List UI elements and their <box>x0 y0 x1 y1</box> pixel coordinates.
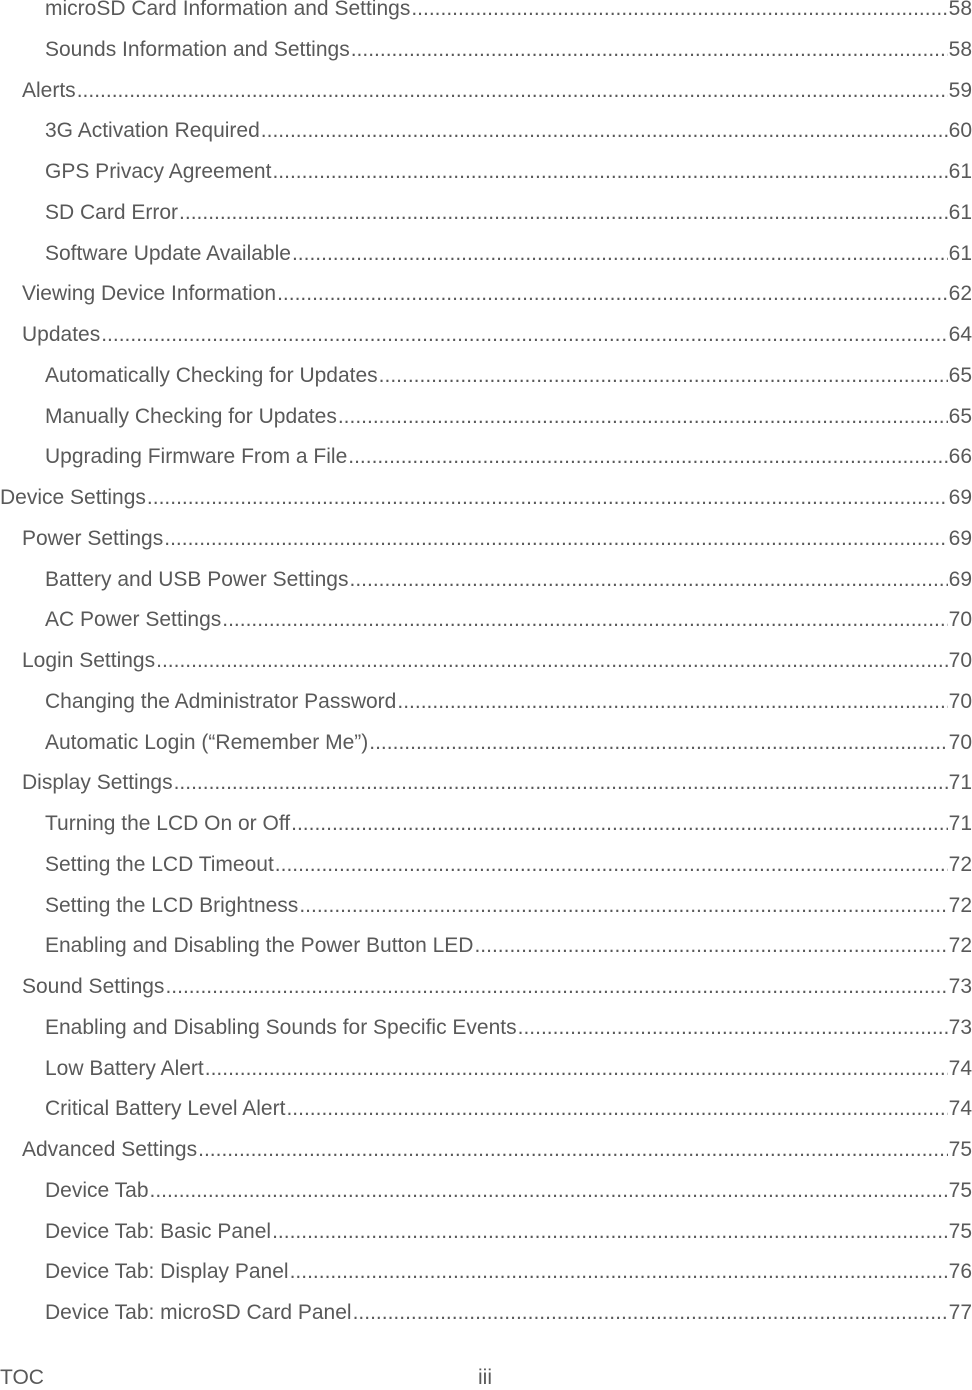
toc-entry-page-number: 65 <box>948 363 972 387</box>
toc-entry-title: GPS Privacy Agreement <box>45 160 272 183</box>
toc-entry[interactable] <box>0 1252 972 1293</box>
toc-dot-leader <box>277 274 948 315</box>
toc-entry-title: 3G Activation Required <box>45 119 260 143</box>
toc-entry-title: Advanced Settings <box>22 1138 198 1161</box>
toc-entry-page-number: 71 <box>948 771 972 795</box>
toc-entry-title: Enabling and Disabling Sounds for Specific Events <box>45 1015 517 1039</box>
toc-dot-leader <box>474 926 947 967</box>
toc-dot-leader <box>275 845 948 886</box>
toc-entry[interactable] <box>0 967 972 1008</box>
toc-entry-page-number: 72 <box>948 893 972 917</box>
toc-entry[interactable] <box>0 274 972 315</box>
toc-entry[interactable] <box>0 315 972 356</box>
toc-entry-page-number: 69 <box>948 486 972 509</box>
toc-dot-leader <box>165 967 947 1008</box>
toc-dot-leader <box>77 71 948 112</box>
toc-entry[interactable] <box>0 234 972 275</box>
toc-dot-leader <box>290 1252 948 1293</box>
toc-entry-page-number: 61 <box>948 160 972 183</box>
toc-dot-leader <box>286 1089 947 1130</box>
toc-entry-title: Viewing Device Information <box>22 282 277 306</box>
toc-entry-page-number: 73 <box>948 975 972 998</box>
toc-entry[interactable] <box>0 600 972 641</box>
toc-entry[interactable] <box>0 0 972 30</box>
toc-entry-title: Device Tab: Display Panel <box>45 1260 289 1284</box>
toc-entry-page-number: 72 <box>948 852 972 876</box>
toc-entry[interactable] <box>0 845 972 886</box>
toc-entry[interactable] <box>0 560 972 601</box>
toc-entry[interactable] <box>0 356 972 397</box>
toc-entry-title: Changing the Administrator Password <box>45 689 397 713</box>
toc-entry-title: Sounds Information and Settings <box>45 37 350 61</box>
toc-entry[interactable] <box>0 519 972 560</box>
toc-entry-title: Upgrading Firmware From a File <box>45 445 348 469</box>
toc-entry-title: Power Settings <box>22 526 164 550</box>
toc-entry[interactable] <box>0 152 972 193</box>
toc-entry-page-number: 74 <box>948 1097 972 1121</box>
toc-entry[interactable] <box>0 926 972 967</box>
toc-dot-leader <box>205 1049 948 1090</box>
toc-entry-page-number: 75 <box>948 1138 972 1161</box>
toc-entry-page-number: 70 <box>948 730 972 754</box>
toc-dot-leader <box>291 804 948 845</box>
toc-entry-page-number: 69 <box>948 526 972 550</box>
toc-dot-leader <box>411 0 947 30</box>
toc-dot-leader <box>174 763 948 804</box>
toc-entry-title: Battery and USB Power Settings <box>45 567 349 591</box>
footer-page-number: iii <box>478 1366 492 1389</box>
toc-dot-leader <box>156 641 948 682</box>
toc-entry-title: Turning the LCD On or Off <box>45 812 291 835</box>
toc-entry-page-number: 65 <box>948 404 972 428</box>
toc-dot-leader <box>348 437 947 478</box>
toc-entry-page-number: 59 <box>948 78 972 102</box>
page-footer <box>0 1366 972 1390</box>
toc-entry-page-number: 66 <box>948 445 972 469</box>
toc-dot-leader <box>198 1130 948 1171</box>
toc-dot-leader <box>351 30 948 71</box>
toc-dot-leader <box>261 111 948 152</box>
toc-dot-leader <box>338 397 948 438</box>
toc-entry-page-number: 61 <box>948 241 972 265</box>
toc-entry-title: Setting the LCD Brightness <box>45 893 299 917</box>
toc-dot-leader <box>222 600 947 641</box>
toc-entry-title: Device Tab <box>45 1178 149 1202</box>
toc-dot-leader <box>150 1171 948 1212</box>
toc-dot-leader <box>101 315 947 356</box>
toc-entry[interactable] <box>0 193 972 234</box>
toc-entry-page-number: 61 <box>948 200 972 224</box>
toc-entry-title: Display Settings <box>22 771 173 795</box>
toc-entry-title: AC Power Settings <box>45 608 222 632</box>
toc-entry-title: microSD Card Information and Settings <box>45 0 411 20</box>
toc-entry[interactable] <box>0 641 972 682</box>
toc-entry-title: Sound Settings <box>22 975 165 998</box>
toc-entry-page-number: 73 <box>948 1015 972 1039</box>
toc-dot-leader <box>272 1212 948 1253</box>
toc-entry[interactable] <box>0 804 972 845</box>
toc-entry[interactable] <box>0 1008 972 1049</box>
toc-entry-title: Alerts <box>22 78 76 102</box>
toc-entry-page-number: 70 <box>948 649 972 672</box>
toc-dot-leader <box>353 1293 948 1334</box>
toc-entry[interactable] <box>0 723 972 764</box>
toc-dot-leader <box>272 152 947 193</box>
toc-entry-title: Manually Checking for Updates <box>45 404 337 428</box>
toc-entry-title: Setting the LCD Timeout <box>45 852 274 876</box>
toc-entry[interactable] <box>0 1089 972 1130</box>
toc-entry-page-number: 70 <box>948 689 972 713</box>
toc-entry-page-number: 62 <box>948 282 972 306</box>
toc-entry[interactable] <box>0 682 972 723</box>
toc-entry-page-number: 75 <box>948 1178 972 1202</box>
toc-entry-title: Low Battery Alert <box>45 1056 204 1080</box>
toc-entry-title: Critical Battery Level Alert <box>45 1097 286 1121</box>
toc-entry[interactable] <box>0 1130 972 1171</box>
toc-entry-page-number: 69 <box>948 567 972 591</box>
toc-entry-page-number: 58 <box>948 37 972 61</box>
toc-entry[interactable] <box>0 1171 972 1212</box>
toc-entry-title: Updates <box>22 323 101 346</box>
toc-entry-page-number: 76 <box>948 1260 972 1284</box>
toc-entry-title: Device Tab: Basic Panel <box>45 1219 272 1243</box>
toc-entry[interactable] <box>0 1212 972 1253</box>
toc-dot-leader <box>350 560 948 601</box>
toc-entry-title: Device Settings <box>0 486 146 509</box>
toc-entry-title: Device Tab: microSD Card Panel <box>45 1301 352 1324</box>
toc-entry-page-number: 60 <box>948 119 972 143</box>
toc-dot-leader <box>299 886 947 927</box>
toc-entry-title: SD Card Error <box>45 200 179 224</box>
toc-dot-leader <box>518 1008 948 1049</box>
toc-entry[interactable] <box>0 763 972 804</box>
toc-entry[interactable] <box>0 397 972 438</box>
toc-entry-page-number: 75 <box>948 1219 972 1243</box>
toc-entry[interactable] <box>0 71 972 112</box>
toc-dot-leader <box>147 478 948 519</box>
toc-entry-title: Software Update Available <box>45 241 291 265</box>
toc-entry-title: Automatic Login (“Remember Me”) <box>45 730 369 754</box>
toc-entry-page-number: 64 <box>948 323 972 346</box>
toc-entry[interactable] <box>0 437 972 478</box>
toc-entry-title: Enabling and Disabling the Power Button LED <box>45 934 474 958</box>
toc-dot-leader <box>379 356 948 397</box>
toc-entry-page-number: 74 <box>948 1056 972 1080</box>
toc-entry-page-number: 72 <box>948 934 972 958</box>
toc-dot-leader <box>179 193 948 234</box>
toc-entry[interactable] <box>0 111 972 152</box>
toc-entry[interactable] <box>0 30 972 71</box>
toc-entry[interactable] <box>0 1293 972 1334</box>
toc-dot-leader <box>292 234 948 275</box>
toc-entry-title: Login Settings <box>22 649 156 672</box>
toc-entry-page-number: 58 <box>948 0 972 20</box>
toc-entry-title: Automatically Checking for Updates <box>45 363 378 387</box>
toc-dot-leader <box>369 723 947 764</box>
toc-entry-page-number: 77 <box>948 1301 972 1324</box>
toc-entry[interactable] <box>0 886 972 927</box>
toc-dot-leader <box>164 519 947 560</box>
footer-section-label: TOC <box>0 1366 44 1389</box>
toc-entry[interactable] <box>0 478 972 519</box>
toc-entry[interactable] <box>0 1049 972 1090</box>
toc-entry-page-number: 71 <box>948 812 972 835</box>
toc-entry-page-number: 70 <box>948 608 972 632</box>
toc-dot-leader <box>397 682 947 723</box>
